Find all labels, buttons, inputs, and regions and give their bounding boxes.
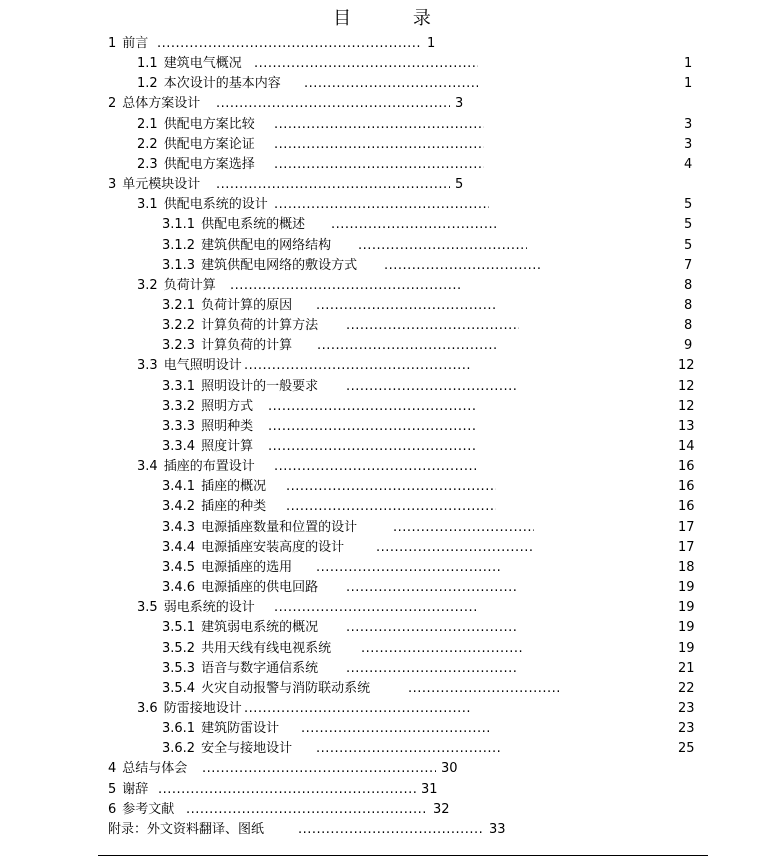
toc-entry[interactable] <box>108 34 148 54</box>
toc-entry-number: 3.5.4 <box>162 680 196 696</box>
toc-entry-number: 4 <box>108 761 117 777</box>
toc-entry[interactable] <box>108 175 200 195</box>
toc-entry-page: 14 <box>678 439 695 454</box>
toc-entry-page: 19 <box>678 640 695 656</box>
toc-entry[interactable] <box>137 115 255 135</box>
toc-entry[interactable] <box>137 135 255 155</box>
toc-entry-page: 22 <box>678 680 695 696</box>
toc-entry[interactable] <box>137 457 255 477</box>
toc-entry-label: 供配电方案比较 <box>163 116 255 132</box>
toc-entry-label: 电源插座的供电回路 <box>201 580 319 596</box>
toc-entry-label: 计算负荷的计算 <box>201 338 293 354</box>
toc-entry-label: 总体方案设计 <box>122 96 201 112</box>
toc-entry-page: 33 <box>489 821 506 837</box>
toc-entry-page: 5 <box>684 217 693 233</box>
toc-leader-dots <box>346 377 517 397</box>
toc-entry[interactable] <box>162 659 318 679</box>
toc-entry[interactable] <box>137 356 242 376</box>
toc-entry[interactable] <box>162 336 292 356</box>
toc-entry-number: 5 <box>108 781 117 797</box>
toc-entry-number: 3.4.4 <box>162 539 196 555</box>
toc-entry-label: 插座的概况 <box>201 479 267 495</box>
toc-entry[interactable] <box>162 497 266 517</box>
toc-entry-label: 建筑弱电系统的概况 <box>201 620 319 636</box>
toc-leader-dots <box>274 598 478 618</box>
toc-entry-number: 2.2 <box>137 136 158 152</box>
toc-entry[interactable] <box>162 377 318 397</box>
toc-entry-page: 12 <box>678 378 695 394</box>
toc-entry-page: 23 <box>678 721 695 737</box>
toc-leader-dots <box>274 195 489 215</box>
toc-entry-label: 建筑供配电的网络结构 <box>201 237 332 253</box>
toc-entry-label: 谢辞 <box>122 781 149 797</box>
toc-leader-dots <box>274 155 484 175</box>
toc-entry-page: 19 <box>678 600 695 616</box>
toc-entry-label: 插座的布置设计 <box>163 459 255 475</box>
toc-entry-number: 3.4.2 <box>162 499 196 515</box>
toc-entry-page: 21 <box>678 660 695 676</box>
toc-leader-dots <box>376 538 533 558</box>
toc-leader-dots <box>244 356 471 376</box>
toc-leader-dots <box>216 94 450 114</box>
toc-entry-number: 3.4.6 <box>162 580 196 596</box>
toc-entry-label: 插座的种类 <box>201 499 267 515</box>
toc-entry[interactable] <box>162 578 318 598</box>
toc-entry-label: 供配电方案论证 <box>163 136 255 152</box>
toc-entry-number: 3.2.3 <box>162 338 196 354</box>
toc-entry-page: 13 <box>678 418 695 434</box>
toc-entry[interactable] <box>137 54 242 74</box>
toc-entry-number: 3.1.1 <box>162 217 196 233</box>
toc-leader-dots <box>268 437 476 457</box>
toc-leader-dots <box>286 477 496 497</box>
toc-entry-label: 负荷计算 <box>163 277 216 293</box>
toc-entry[interactable] <box>137 74 281 94</box>
toc-leader-dots <box>331 215 496 235</box>
toc-entry-number: 3.5.2 <box>162 640 196 656</box>
toc-entry-number: 3.2.1 <box>162 297 196 313</box>
toc-entry-label: 电气照明设计 <box>163 358 242 374</box>
toc-entry-label: 语音与数字通信系统 <box>201 660 319 676</box>
toc-leader-dots <box>186 800 427 820</box>
toc-entry-number: 3.2.2 <box>162 318 196 334</box>
toc-entry-label: 电源插座数量和位置的设计 <box>201 519 358 535</box>
toc-entry[interactable] <box>162 236 331 256</box>
toc-leader-dots <box>216 175 450 195</box>
toc-leader-dots <box>346 618 517 638</box>
toc-entry-label: 照度计算 <box>201 439 254 454</box>
toc-entry-page: 1 <box>684 76 693 92</box>
toc-entry-number: 3.1.3 <box>162 257 196 273</box>
toc-leader-dots <box>268 417 476 437</box>
toc-entry-number: 3.2 <box>137 277 158 293</box>
toc-entry-page: 1 <box>684 56 693 72</box>
toc-entry-label: 负荷计算的原因 <box>201 297 293 313</box>
toc-entry-number: 3.3.3 <box>162 418 196 434</box>
toc-entry[interactable] <box>162 558 292 578</box>
toc-entry-label: 共用天线有线电视系统 <box>201 640 332 656</box>
toc-leader-dots <box>254 54 478 74</box>
toc-entry[interactable] <box>162 477 266 497</box>
toc-leader-dots <box>202 759 436 779</box>
toc-entry-label: 本次设计的基本内容 <box>163 76 281 92</box>
toc-entry-page: 17 <box>678 519 695 535</box>
toc-entry[interactable] <box>162 618 318 638</box>
toc-entry-page: 1 <box>427 36 436 51</box>
toc-entry-number: 3.3.4 <box>162 439 196 454</box>
toc-entry[interactable] <box>162 215 305 235</box>
toc-entry-number: 3.4 <box>137 459 158 475</box>
toc-entry-label: 建筑电气概况 <box>163 56 242 72</box>
toc-leader-dots <box>230 276 460 296</box>
toc-entry[interactable] <box>137 195 268 215</box>
toc-entry-number: 3.1.2 <box>162 237 196 253</box>
toc-entry-page: 8 <box>684 318 693 334</box>
toc-entry-page: 9 <box>684 338 693 354</box>
toc-entry-page: 25 <box>678 741 695 757</box>
toc-entry-label: 防雷接地设计 <box>163 700 242 716</box>
toc-entry-page: 5 <box>684 237 693 253</box>
toc-leader-dots <box>316 739 500 759</box>
toc-entry-label: 电源插座的选用 <box>201 559 293 575</box>
toc-entry-page: 19 <box>678 580 695 596</box>
toc-entry-label: 弱电系统的设计 <box>163 600 255 616</box>
toc-entry-label: 照明种类 <box>201 418 254 434</box>
toc-entry-page: 17 <box>678 539 695 555</box>
toc-entry[interactable] <box>162 417 253 437</box>
toc-entry-label: 照明设计的一般要求 <box>201 378 319 394</box>
toc-entry[interactable] <box>108 94 200 114</box>
toc-entry-page: 3 <box>684 116 693 132</box>
toc-entry[interactable] <box>108 820 264 840</box>
toc-entry[interactable] <box>162 437 253 457</box>
toc-entry-label: 建筑供配电网络的敷设方式 <box>201 257 358 273</box>
toc-entry-number: 6 <box>108 801 117 817</box>
toc-entry[interactable] <box>162 538 344 558</box>
toc-entry-page: 3 <box>455 96 464 112</box>
toc-entry-number: 3.6.2 <box>162 741 196 757</box>
toc-leader-dots <box>408 679 559 699</box>
toc-entry-number: 3.5.1 <box>162 620 196 636</box>
toc-entry-label: 总结与体会 <box>122 761 188 777</box>
toc-leader-dots <box>274 457 478 477</box>
toc-entry-label: 附录：外文资料翻译、图纸 <box>108 821 265 837</box>
toc-entry-number: 3.3 <box>137 358 158 374</box>
toc-entry-label: 供配电系统的概述 <box>201 217 306 233</box>
toc-entry-page: 3 <box>684 136 693 152</box>
toc-entry-number: 3.4.3 <box>162 519 196 535</box>
toc-leader-dots <box>286 497 496 517</box>
toc-leader-dots <box>274 115 484 135</box>
toc-entry-number: 1.1 <box>137 56 158 72</box>
footer-rule <box>98 855 708 856</box>
toc-entry-page: 23 <box>678 700 695 716</box>
toc-entry-number: 3.1 <box>137 197 158 213</box>
toc-leader-dots <box>393 518 534 538</box>
toc-leader-dots <box>317 336 498 356</box>
toc-entry-number: 3.5 <box>137 600 158 616</box>
toc-entry-page: 16 <box>678 479 695 495</box>
toc-entry[interactable] <box>162 739 292 759</box>
toc-entry-label: 单元模块设计 <box>122 177 201 193</box>
toc-entry-number: 3.5.3 <box>162 660 196 676</box>
toc-entry-page: 5 <box>684 197 693 213</box>
toc-entry-page: 30 <box>441 761 458 777</box>
toc-entry-label: 参考文献 <box>122 801 175 817</box>
toc-entry-number: 2 <box>108 96 117 112</box>
toc-entry-number: 1 <box>108 36 117 51</box>
toc-entry-number: 3.3.2 <box>162 398 196 414</box>
toc-entry-label: 照明方式 <box>201 398 254 414</box>
toc-entry-number: 2.1 <box>137 116 158 132</box>
toc-entry-page: 32 <box>433 801 450 817</box>
toc-entry-label: 火灾自动报警与消防联动系统 <box>201 680 371 696</box>
toc-leader-dots <box>316 558 500 578</box>
toc-entry-label: 计算负荷的计算方法 <box>201 318 319 334</box>
toc-entry[interactable] <box>137 276 216 296</box>
toc-entry[interactable] <box>162 639 331 659</box>
toc-entry-number: 2.3 <box>137 156 158 172</box>
toc-entry-page: 4 <box>684 156 693 172</box>
toc-entry-number: 3.3.1 <box>162 378 196 394</box>
toc-entry-number: 3.6 <box>137 700 158 716</box>
toc-leader-dots <box>268 397 476 417</box>
toc-entry-label: 供配电方案选择 <box>163 156 255 172</box>
toc-entry[interactable] <box>108 800 174 820</box>
toc-leader-dots <box>304 74 478 94</box>
toc-entry-page: 8 <box>684 297 693 313</box>
toc-entry-label: 建筑防雷设计 <box>201 721 280 737</box>
toc-leader-dots <box>301 719 491 739</box>
toc-leader-dots <box>316 296 495 316</box>
toc-entry[interactable] <box>162 256 357 276</box>
toc-entry[interactable] <box>108 780 148 800</box>
toc-entry[interactable] <box>162 316 318 336</box>
toc-entry[interactable] <box>108 759 187 779</box>
toc-entry-label: 前言 <box>122 36 149 51</box>
toc-entry[interactable] <box>137 598 255 618</box>
toc-leader-dots <box>361 639 522 659</box>
toc-leader-dots <box>358 236 527 256</box>
toc-entry[interactable] <box>162 719 279 739</box>
toc-entry[interactable] <box>137 155 255 175</box>
toc-entry[interactable] <box>137 699 242 719</box>
toc-entry-page: 16 <box>678 459 695 475</box>
toc-leader-dots <box>384 256 540 276</box>
toc-leader-dots <box>158 780 416 800</box>
toc-entry[interactable] <box>162 518 357 538</box>
toc-entry-page: 18 <box>678 559 695 575</box>
toc-entry-label: 供配电系统的设计 <box>163 197 268 213</box>
toc-entry-number: 3.4.5 <box>162 559 196 575</box>
toc-entry-label: 电源插座安装高度的设计 <box>201 539 345 555</box>
toc-leader-dots <box>298 820 484 840</box>
toc-entry[interactable] <box>162 679 370 699</box>
toc-title: 目 录 <box>333 8 459 29</box>
toc-entry[interactable] <box>162 397 253 417</box>
toc-entry[interactable] <box>162 296 292 316</box>
toc-leader-dots <box>274 135 484 155</box>
toc-entry-label: 安全与接地设计 <box>201 741 293 757</box>
toc-leader-dots <box>346 316 519 336</box>
toc-entry-number: 3.4.1 <box>162 479 196 495</box>
toc-leader-dots <box>244 699 471 719</box>
toc-entry-page: 5 <box>455 177 464 193</box>
toc-leader-dots <box>157 34 422 54</box>
toc-entry-page: 7 <box>684 257 693 273</box>
toc-entry-page: 16 <box>678 499 695 515</box>
toc-entry-number: 1.2 <box>137 76 158 92</box>
toc-entry-page: 8 <box>684 277 693 293</box>
toc-entry-page: 12 <box>678 358 695 374</box>
toc-entry-number: 3 <box>108 177 117 193</box>
toc-entry-page: 31 <box>421 781 438 797</box>
toc-entry-page: 19 <box>678 620 695 636</box>
toc-entry-page: 12 <box>678 398 695 414</box>
toc-entry-number: 3.6.1 <box>162 721 196 737</box>
toc-leader-dots <box>346 578 517 598</box>
toc-leader-dots <box>346 659 517 679</box>
